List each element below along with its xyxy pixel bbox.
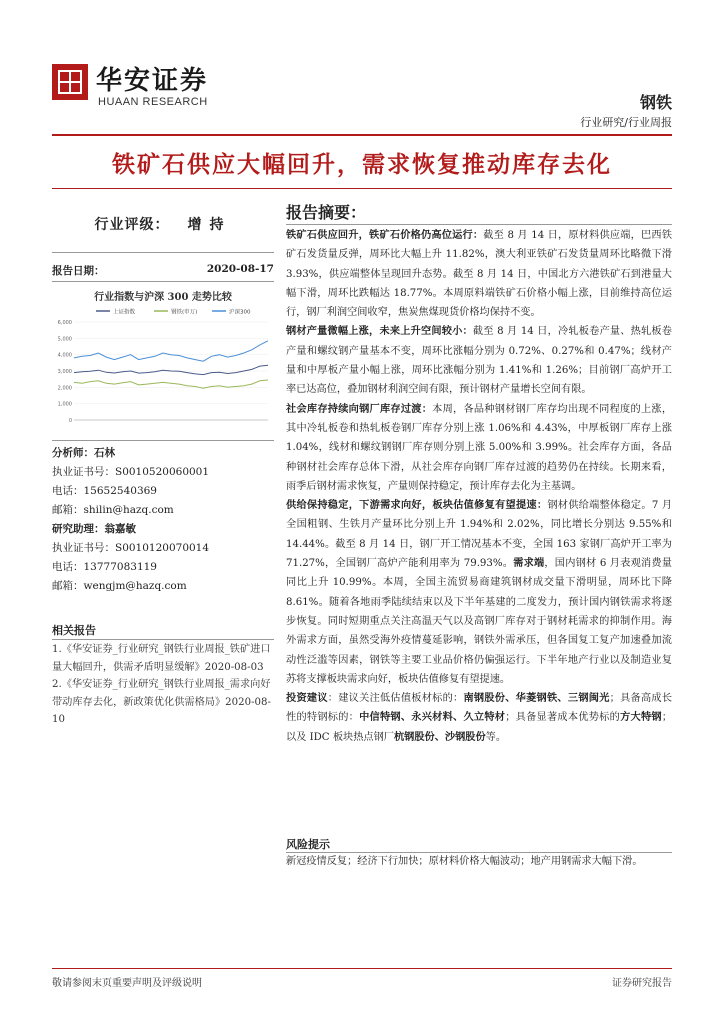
analyst-phone: 电话：15652540369 (52, 485, 157, 497)
y-tick-label: 2,000 (57, 385, 72, 392)
brand-name-cn: 华安证券 (96, 66, 209, 96)
logo-mark (52, 64, 88, 100)
analyst-row (52, 444, 274, 463)
header-divider (52, 134, 672, 136)
assistant-row (52, 520, 274, 539)
analyst-email[interactable]: 邮箱：shilin@hazq.com (52, 504, 174, 516)
related-reports-list (52, 641, 274, 729)
paragraph-text: 截至 8 月 14 日，冷轧板卷产量、热轧板卷产量和螺纹钢产量基本不变，周环比涨幅分别为 0.72%、0.27%和 0.47%；线材产量和中厚板产量小幅上涨，周环比涨幅分别为 1.41%和 1.26%；目前钢厂高炉开工率已达高位，叠加钢材利润空间有限，预计钢材产量增长空间有限。 (286, 326, 672, 396)
chart-title: 行业指数与沪深 300 走势比较 (94, 292, 232, 303)
related-report-item[interactable]: 1.《华安证券_行业研究_钢铁行业周报_铁矿进口量大幅回升，供需矛盾明显缓解》2020-08-03 (52, 644, 271, 673)
industry-rating (52, 214, 274, 234)
paragraph-text: ；具备高成长性的特钢标的： (286, 693, 673, 724)
report-title: 铁矿石供应大幅回升，需求恢复推动库存去化 (112, 152, 612, 178)
series-line (74, 341, 268, 361)
paragraph-text: 钢材供给端整体稳定。7 月全国粗钢、生铁月产量环比分别上升 1.94%和 2.02%，同比增长分别达 9.55%和 14.44%。截至 8 月 14 日，钢厂开工情况基本不变，全国 163 家钢厂高炉开工率为 71.27%，全国钢厂高炉产能利用率为 79.93%。 (286, 500, 673, 570)
footer-divider (52, 968, 672, 969)
legend-label: 上证指数 (113, 309, 136, 316)
brand-name-en: HUAAN RESEARCH (98, 96, 208, 108)
paragraph-text: ；具备显著成本优势标的 (505, 712, 621, 724)
footer-disclaimer[interactable]: 敬请参阅末页重要声明及评级说明 (52, 978, 202, 989)
paragraph-text: ；以及 IDC 板块热点钢厂 (286, 712, 673, 743)
y-tick-label: 1,000 (57, 401, 72, 408)
sector-label: 钢铁 (639, 93, 672, 112)
analyst-license: 执业证书号：S0010520060001 (52, 466, 210, 478)
rating-value: 增持 (187, 217, 232, 233)
related-reports-heading: 相关报告 (52, 624, 96, 637)
summary-paragraph (286, 400, 672, 496)
y-tick-label: 5,000 (57, 336, 72, 343)
rating-label: 行业评级： (94, 217, 170, 233)
y-tick-label: 0 (68, 418, 72, 424)
legend-label: 沪深300 (229, 309, 251, 316)
report-date-row (52, 263, 274, 278)
risk-heading: 风险提示 (286, 838, 330, 851)
paragraph-lead: 铁矿石供应回升，铁矿石价格仍高位运行： (286, 229, 484, 241)
stock-picks: 方大特钢 (620, 711, 662, 724)
assistant-label: 研究助理： (52, 523, 105, 535)
paragraph-text: 等。 (485, 731, 507, 743)
doc-type-label: 行业研究/行业周报 (580, 116, 672, 129)
legend-label: 钢铁(申万) (171, 309, 198, 316)
title-divider (52, 188, 672, 189)
paragraph-lead: 供给保持稳定，下游需求向好，板块估值修复有望提速： (286, 499, 548, 512)
paragraph-lead: 投资建议 (286, 692, 328, 705)
summary-paragraph (286, 689, 672, 747)
assistant-name: 翁嘉敏 (104, 523, 136, 535)
stock-picks: 杭钢股份、沙钢股份 (393, 730, 486, 743)
paragraph-text: ：建议关注低估值板材标的： (327, 693, 464, 705)
summary-paragraph (286, 322, 672, 399)
divider (52, 440, 274, 441)
summary-paragraph (286, 496, 672, 689)
paragraph-text: ，国内钢材 6 月表观消费量同比上升 10.99%。本周，全国主流贸易商建筑钢材成交量下滑明显，周环比下降 8.61%。随着各地雨季陆续结束以及下半年基建的二度发力，预计国内钢铁需求将逐步恢复。同时短期重点关注高温天气以及高钢厂库存对于钢材耗需求的抑制作用。海外需求方面，虽然受海外疫情蔓延影响，钢铁外需承压，但各国复工复产加速叠加流动性泛滥等因素，钢铁等主要工业品价格仍偏强运行。下半年地产行业以及制造业复苏将支撑板块需求向好，板块估值修复有望提速。 (286, 558, 672, 685)
paragraph-lead: 社会库存持续向钢厂库存过渡： (286, 402, 433, 415)
summary-paragraph (286, 226, 672, 322)
report-date-value: 2020-08-17 (206, 263, 274, 275)
divider (52, 252, 274, 253)
index-trend-chart (52, 302, 274, 436)
report-date-label: 报告日期： (52, 265, 105, 277)
y-tick-label: 3,000 (57, 369, 72, 375)
series-line (74, 380, 268, 388)
y-tick-label: 6,000 (57, 320, 72, 326)
assistant-phone: 电话：13777083119 (52, 561, 157, 573)
divider (52, 639, 274, 640)
analyst-block (52, 444, 274, 596)
paragraph-emphasis: 需求端 (513, 557, 545, 570)
divider (286, 224, 672, 225)
paragraph-text: 本周，各品种钢材钢厂库存均出现不同程度的上涨，其中冷轧板卷和热轧板卷钢厂库存分别上涨 1.06%和 4.43%，中厚板钢厂库存上涨 1.04%，线材和螺纹钢钢厂库存则分别上涨 5.00%和 3.99%。社会库存方面，各品种钢材社会库存总体下滑，从社会库存向钢厂库存过渡的趋势仍在持续。长期来看，雨季后钢材需求恢复，产量则保持稳定，预计库存去化为主基调。 (286, 403, 673, 492)
paragraph-lead: 钢材产量微幅上涨，未来上升空间较小： (286, 325, 473, 338)
assistant-license: 执业证书号：S0010120070014 (52, 542, 210, 554)
divider (52, 281, 274, 282)
analyst-label: 分析师： (52, 447, 94, 459)
summary-body (286, 226, 672, 747)
related-report-item[interactable]: 2.《华安证券_行业研究_钢铁行业周报_需求向好带动库存去化，新政策优化供需格局》2020-08-10 (52, 679, 271, 725)
y-tick-label: 4,000 (57, 352, 72, 359)
series-line (74, 365, 268, 374)
paragraph-text: 截至 8 月 14 日，原材料供应端，巴西铁矿石发货量反弹，周环比大幅上升 11.82%，澳大利亚铁矿石发货量周环比略微下滑 3.93%，供应端整体呈现回升态势。截至 8 月 14 日，中国北方六港铁矿石到港量大幅下滑，周环比跌幅达 18.77%。本周原料端铁矿石价格小幅上涨，目前维持高位运行，钢厂利润空间收窄，焦炭焦煤现货价格均保持不变。 (286, 230, 673, 319)
footer-label: 证券研究报告 (612, 978, 672, 989)
stock-picks: 南钢股份、华菱钢铁、三钢闽光 (463, 692, 610, 705)
risk-text: 新冠疫情反复；经济下行加快；原材料价格大幅波动；地产用钢需求大幅下滑。 (286, 856, 643, 867)
chart-svg (52, 302, 274, 436)
assistant-email[interactable]: 邮箱：wengjm@hazq.com (52, 580, 187, 592)
summary-heading: 报告摘要： (286, 203, 367, 222)
analyst-name: 石林 (94, 447, 115, 459)
stock-picks: 中信特钢、永兴材料、久立特材 (359, 711, 506, 724)
